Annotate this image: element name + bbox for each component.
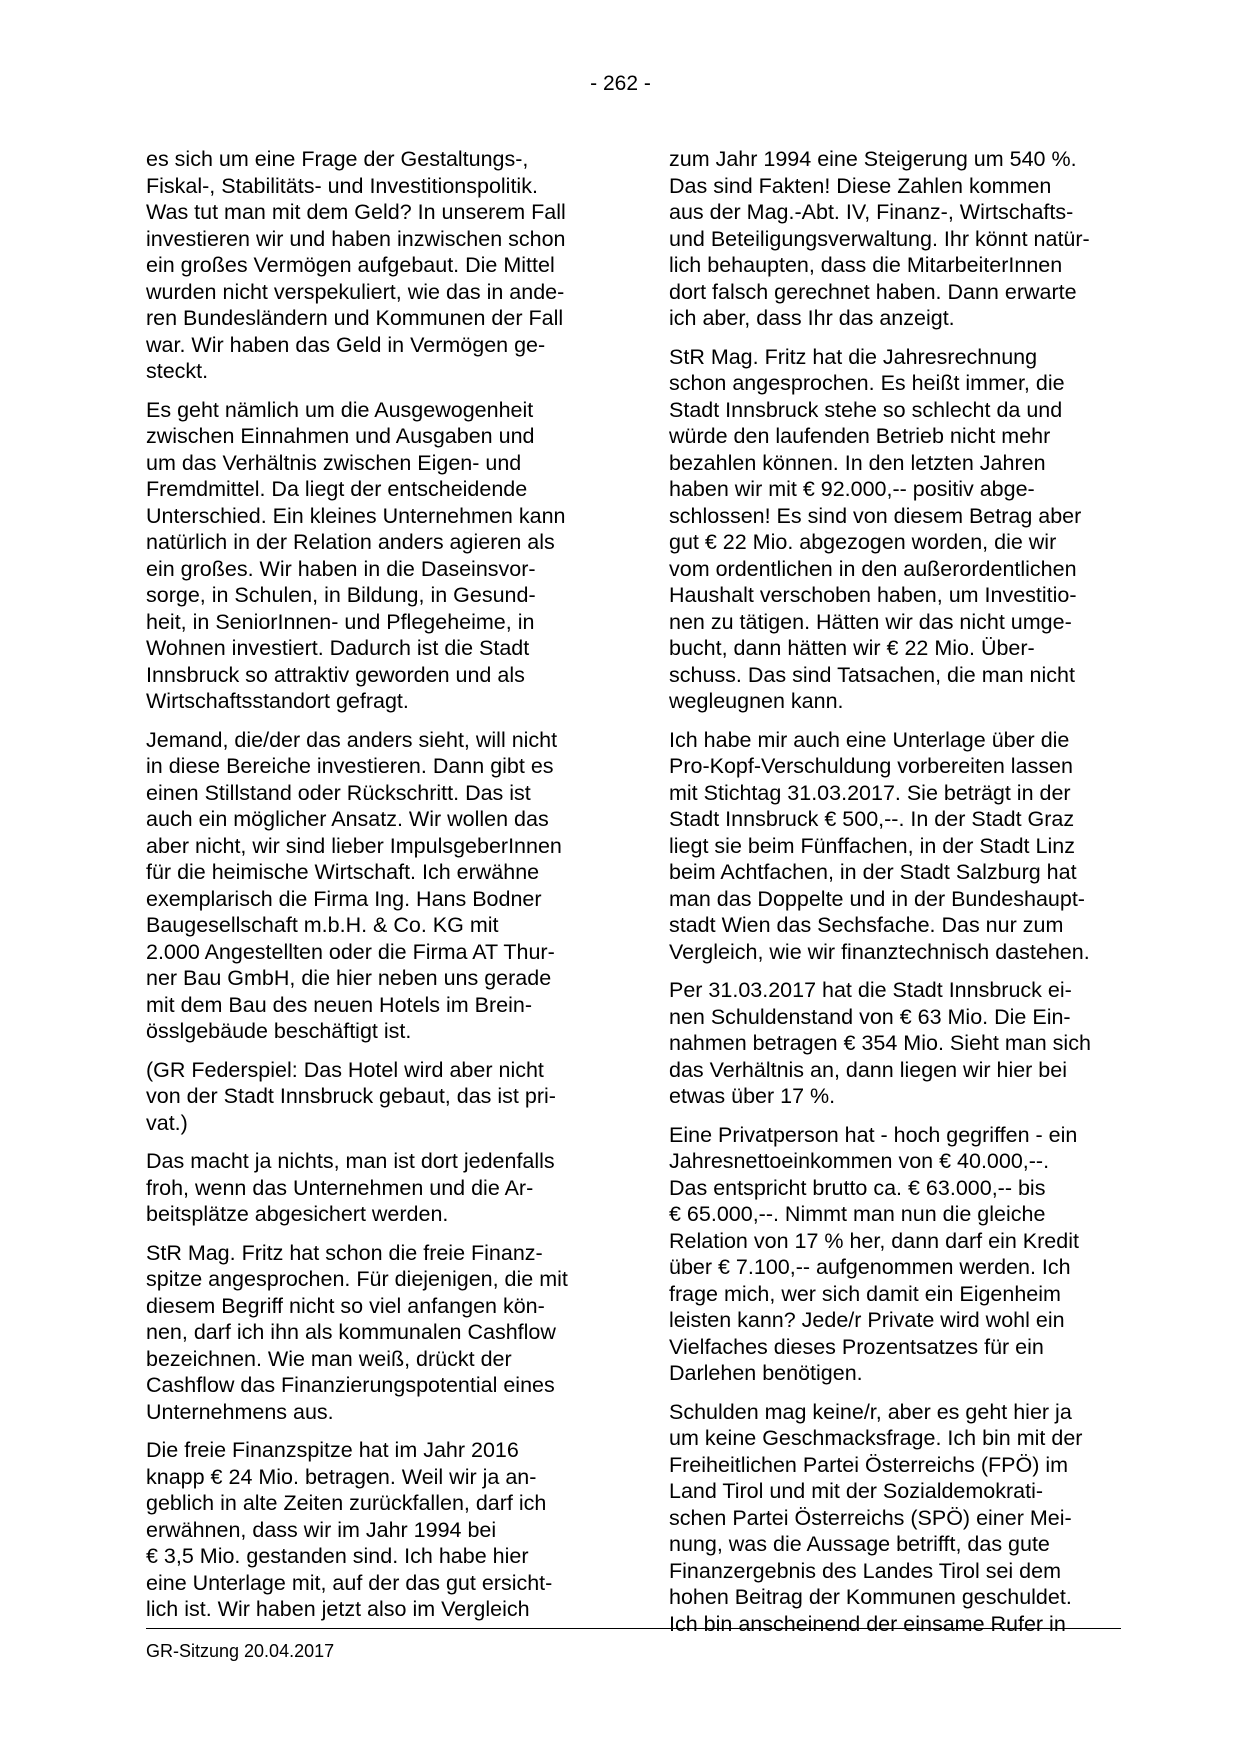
paragraph: Die freie Finanzspitze hat im Jahr 2016 knapp € 24 Mio. betragen. Weil wir ja an- geblich in alte Zeiten zurückfallen, darf ich erwähnen, dass wir im Jahr 1994 bei € 3,5 Mio. gestanden sind. Ich habe hier eine Unterlage mit, auf der das gut ersicht- lich ist. Wir haben jetzt also im Vergleich <box>146 1438 553 1621</box>
paragraph: es sich um eine Frage der Gestaltungs-, Fiskal-, Stabilitäts- und Investitionspolitik. Was tut man mit dem Geld? In unserem Fall investieren wir und haben inzwischen schon ein großes Vermögen aufgebaut. Die Mittel wurden nicht verspekuliert, wie das in ande- ren Bundesländern und Kommunen der Fall war. Wir haben das Geld in Vermögen ge- steckt. <box>146 147 566 383</box>
paragraph: StR Mag. Fritz hat die Jahresrechnung schon angesprochen. Es heißt immer, die Stadt Innsbruck stehe so schlecht da und würde den laufenden Betrieb nicht mehr bezahlen können. In den letzten Jahren haben wir mit € 92.000,-- positiv abge- schlossen! Es sind von diesem Betrag aber gut € 22 Mio. abgezogen worden, die wir vom ordentlichen in den außerordentlichen Haushalt verschoben haben, um Investitio- nen zu tätigen. Hätten wir das nicht umge- bucht, dann hätten wir € 22 Mio. Über- schuss. Das sind Tatsachen, die man nicht wegleugnen kann. <box>669 344 1082 713</box>
right-column <box>669 146 1121 1649</box>
interjection-paragraph: (GR Federspiel: Das Hotel wird aber nicht von der Stadt Innsbruck gebaut, das ist pri- vat.) <box>146 1057 556 1135</box>
paragraph: Per 31.03.2017 hat die Stadt Innsbruck ei- nen Schuldenstand von € 63 Mio. Die Ein- nahmen betragen € 354 Mio. Sieht man sich das Verhältnis an, dann liegen wir hier bei etwas über 17 %. <box>669 978 1091 1108</box>
paragraph: Das macht ja nichts, man ist dort jedenfalls froh, wenn das Unternehmen und die Ar- beitsplätze abgesichert werden. <box>146 1149 555 1226</box>
paragraph: Jemand, die/der das anders sieht, will nicht in diese Bereiche investieren. Dann gibt es einen Stillstand oder Rückschritt. Das ist auch ein möglicher Ansatz. Wir wollen das aber nicht, wir sind lieber ImpulsgeberInnen für die heimische Wirtschaft. Ich erwähne exemplarisch die Firma Ing. Hans Bodner Baugesellschaft m.b.H. & Co. KG mit 2.000 Angestellten oder die Firma AT Thur- ner Bau GmbH, die hier neben uns gerade mit dem Bau des neuen Hotels im Brein- össlgebäude beschäftigt ist. <box>146 727 562 1043</box>
paragraph: Es geht nämlich um die Ausgewogenheit zwischen Einnahmen und Ausgaben und um das Verhältnis zwischen Eigen- und Fremdmittel. Da liegt der entscheidende Unterschied. Ein kleines Unternehmen kann natürlich in der Relation anders agieren als ein großes. Wir haben in die Daseinsvor- sorge, in Schulen, in Bildung, in Gesund- heit, in SeniorInnen- und Pflegeheime, in Wohnen investiert. Dadurch ist die Stadt Innsbruck so attraktiv geworden und als Wirtschaftsstandort gefragt. <box>146 397 566 713</box>
footer-divider <box>146 1628 1121 1629</box>
paragraph: StR Mag. Fritz hat schon die freie Finanz- spitze angesprochen. Für diejenigen, die mit diesem Begriff nicht so viel anfangen kön- nen, darf ich ihn als kommunalen Cashflow bezeichnen. Wie man weiß, drückt der Cashflow das Finanzierungspotential eines Unternehmens aus. <box>146 1240 568 1424</box>
left-column <box>146 146 598 1635</box>
paragraph: Schulden mag keine/r, aber es geht hier ja um keine Geschmacksfrage. Ich bin mit der Freiheitlichen Partei Österreichs (FPÖ) im Land Tirol und mit der Sozialdemokrati- schen Partei Österreichs (SPÖ) einer Mei- nung, was die Aussage betrifft, das gute Finanzergebnis des Landes Tirol sei dem hohen Beitrag der Kommunen geschuldet. Ich bin anscheinend der einsame Rufer in <box>669 1399 1083 1636</box>
page-number: - 262 - <box>590 72 651 95</box>
paragraph: Eine Privatperson hat - hoch gegriffen - ein Jahresnettoeinkommen von € 40.000,--. Das entspricht brutto ca. € 63.000,-- bis € 65.000,--. Nimmt man nun die gleiche Relation von 17 % her, dann darf ein Kredit über € 7.100,-- aufgenommen werden. Ich frage mich, wer sich damit ein Eigenheim leisten kann? Jede/r Private wird wohl ein Vielfaches dieses Prozentsatzes für ein Darlehen benötigen. <box>669 1122 1079 1385</box>
footer-session-date: GR-Sitzung 20.04.2017 <box>146 1641 335 1661</box>
paragraph: Ich habe mir auch eine Unterlage über die Pro-Kopf-Verschuldung vorbereiten lassen mit Stichtag 31.03.2017. Sie beträgt in der Stadt Innsbruck € 500,--. In der Stadt Graz liegt sie beim Fünffachen, in der Stadt Linz beim Achtfachen, in der Stadt Salzburg hat man das Doppelte und in der Bundeshaupt- stadt Wien das Sechsfache. Das nur zum Vergleich, wie wir finanztechnisch dastehen. <box>669 727 1090 964</box>
paragraph: zum Jahr 1994 eine Steigerung um 540 %. Das sind Fakten! Diese Zahlen kommen aus der Mag.-Abt. IV, Finanz-, Wirtschafts- und Beteiligungsverwaltung. Ihr könnt natür- lich behaupten, dass die MitarbeiterInnen dort falsch gerechnet haben. Dann erwarte ich aber, dass Ihr das anzeigt. <box>669 147 1090 330</box>
